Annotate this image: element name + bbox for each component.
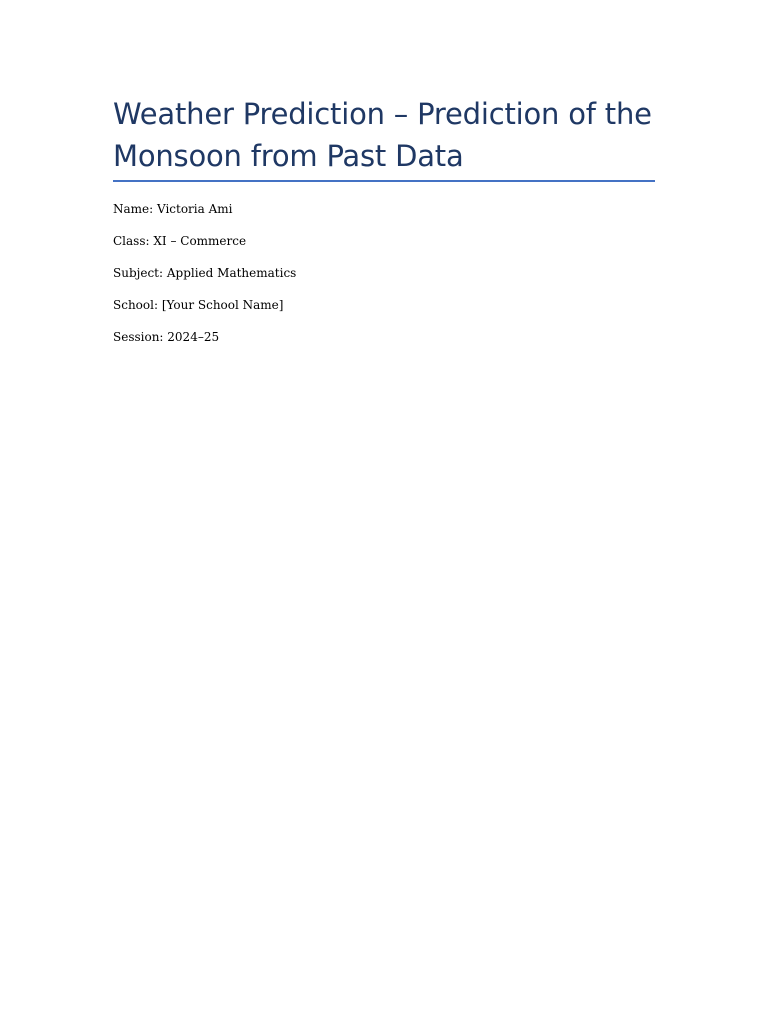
detail-school: School: [Your School Name] — [113, 298, 284, 312]
detail-class: Class: XI – Commerce — [113, 234, 247, 248]
detail-session: Session: 2024–25 — [113, 330, 220, 344]
detail-subject: Subject: Applied Mathematics — [113, 266, 297, 280]
student-details — [113, 201, 296, 361]
detail-name: Name: Victoria Ami — [113, 202, 233, 216]
title-underline — [113, 180, 655, 182]
document-title: Weather Prediction – Prediction of the Monsoon from Past Data — [113, 97, 652, 173]
